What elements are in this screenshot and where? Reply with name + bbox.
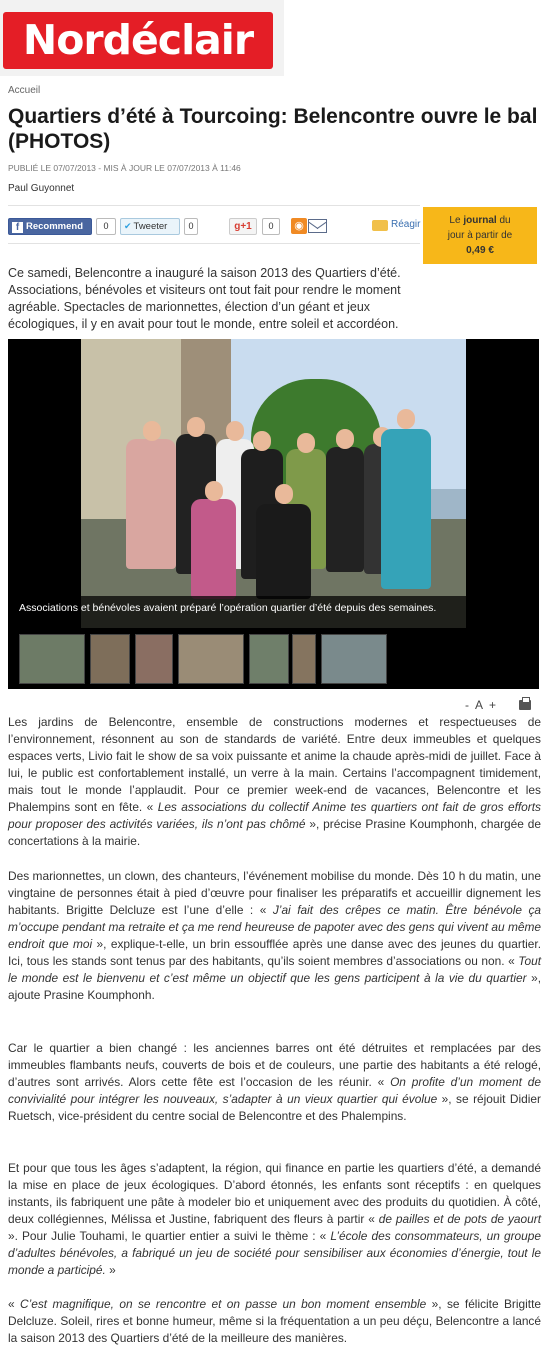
twitter-bird-icon: ✔ <box>124 221 132 231</box>
facebook-recommend-button[interactable] <box>8 218 92 235</box>
font-decrease-button[interactable]: - <box>465 698 469 712</box>
logo-area <box>0 0 284 76</box>
google-plus-count: 0 <box>262 218 280 235</box>
subscription-promo[interactable] <box>423 207 537 264</box>
article-meta: PUBLIÉ LE 07/07/2013 - MIS À JOUR LE 07/07/2013 À 11:46 <box>8 163 241 173</box>
thumbnail-2[interactable] <box>90 634 130 684</box>
text-tools <box>465 698 502 712</box>
paragraph-3: Car le quartier a bien changé : les anciennes barres ont été détruites et remplacées par des immeubles flambants neufs, couverts de bois et de couleurs, une partie des habitants a été relogé, d’autres sont arrivés. Alors cette fête est l’occasion de les réunir. « On profite d’un moment de convivialité pour intégrer les nouveaux, s’adapter à un vieux quartier qui évolue », se réjouit Didier Ruetsch, vice-président du centre social de Belencontre et des Phalempins. <box>8 1041 541 1123</box>
facebook-icon: f <box>12 222 23 233</box>
divider-top <box>8 205 420 206</box>
divider-share <box>8 243 420 244</box>
article-lead: Ce samedi, Belencontre a inauguré la saison 2013 des Quartiers d’été. Associations, bénévoles et visiteurs ont tout fait pour rendre le moment agréable. Spectacles de marionnettes, élection d’un géant et jeux écologiques, il y en avait pour tout le monde, entre soleil et accordéon. <box>8 266 401 331</box>
thumbnail-7[interactable] <box>321 634 387 684</box>
tweet-count: 0 <box>184 218 198 235</box>
rss-icon[interactable]: ◉ <box>291 218 307 234</box>
comment-icon[interactable] <box>372 220 388 231</box>
thumbnail-6[interactable] <box>292 634 316 684</box>
facebook-label: Recommend <box>26 221 84 232</box>
logo-text: Nordéclair <box>22 16 254 64</box>
thumbnail-4[interactable] <box>178 634 244 684</box>
font-increase-button[interactable]: + <box>489 698 497 712</box>
paragraph-2: Des marionnettes, un clown, des chanteurs, l’événement mobilise du monde. Dès 10 h du matin, une vingtaine de personnes était à pied d’œuvre pour finaliser les préparatifs et accueillir dignement les habitants. Brigitte Delcluze est l’une d’elle : « J’ai fait des crêpes ce matin. Être bénévole ça m’occupe pendant ma retraite et ça me rend heureuse de papoter avec des gens qui vivent au même endroit que moi », explique-t-elle, un brin essoufflée après une danse avec des jeunes du quartier. Ici, tous les stands sont tenus par des habitants, qu’ils soient membres d’associations ou non. « Tout le monde est le bienvenu et c’est même un objectif que les gens participent à la vie du quartier », ajoute Prasine Koumphonh. <box>8 869 542 1002</box>
site-logo[interactable] <box>3 12 273 69</box>
print-icon[interactable] <box>519 700 531 710</box>
article-title: Quartiers d’été à Tourcoing: Belencontre ouvre le bal (PHOTOS) <box>8 105 538 153</box>
google-plus-button[interactable]: g+1 <box>229 218 257 235</box>
thumbnail-3[interactable] <box>135 634 173 684</box>
promo-line2: jour à partir de <box>447 230 513 241</box>
tweet-button[interactable] <box>120 218 180 235</box>
promo-price: 0,49 € <box>466 245 494 256</box>
tweet-label: Tweeter <box>133 221 168 232</box>
facebook-count: 0 <box>96 218 116 235</box>
paragraph-5: « C’est magnifique, on se rencontre et on passe un bon moment ensemble », se félicite Brigitte Delcluze. Soleil, rires et bonne humeur, même si la fréquentation a un peu déçu, Belencontre a lancé la saison 2013 des Quartiers d’été de la meilleure des manières. <box>8 1297 541 1345</box>
breadcrumb[interactable]: Accueil <box>8 85 41 96</box>
thumbnail-1[interactable] <box>19 634 85 684</box>
email-icon[interactable] <box>308 219 327 233</box>
paragraph-4: Et pour que tous les âges s’adaptent, la région, qui finance en partie les quartiers d’été, a demandé la mise en place de jeux écologiques. D’abord étonnés, les enfants sont réceptifs : en quelques instants, ils fabriquent une pâte à modeler bio et uniquement avec des produits du quotidien. À côté, deux collégiennes, Mélissa et Justine, fabriquent des fleurs à partir « de pailles et de pots de yaourt ». Pour Julie Touhami, le quartier entier a suivi le thème : « L’école des consommateurs, un groupe d’adultes bénévoles, a fabriqué un jeu de société pour sensibiliser aux économies d’énergie, tout le monde a participé. » <box>8 1161 541 1277</box>
font-size-icon: A <box>475 698 484 712</box>
paragraph-1: Les jardins de Belencontre, ensemble de constructions modernes et respectueuses de l’environnement, résonnent au son de standards de variété. Entre deux immeubles et quelques espaces verts, Livio fait le show de sa voix puissante et anime la chaude après-midi de juillet. Face à lui, le public est confortablement installé, un verre à la main. Certains l’accompagnent timidement, mais tout le monde l’applaudit. Pour ce premier week-end de vacances, Belencontre et les Phalempins sont en fête. « Les associations du collectif Anime tes quartiers ont fait de gros efforts pour proposer des activités variées, ils n’ont pas chômé », précise Prasine Koumphonh, chargée de concertations à la mairie. <box>8 715 541 848</box>
article-author: Paul Guyonnet <box>8 183 75 194</box>
photo-gallery <box>8 339 539 689</box>
thumbnail-5[interactable] <box>249 634 289 684</box>
photo-caption: Associations et bénévoles avaient préparé l’opération quartier d’été depuis des semaines. <box>19 602 437 614</box>
react-link[interactable]: Réagir <box>391 219 421 230</box>
main-photo[interactable] <box>81 339 466 628</box>
promo-line1: Le journal du <box>449 215 511 226</box>
